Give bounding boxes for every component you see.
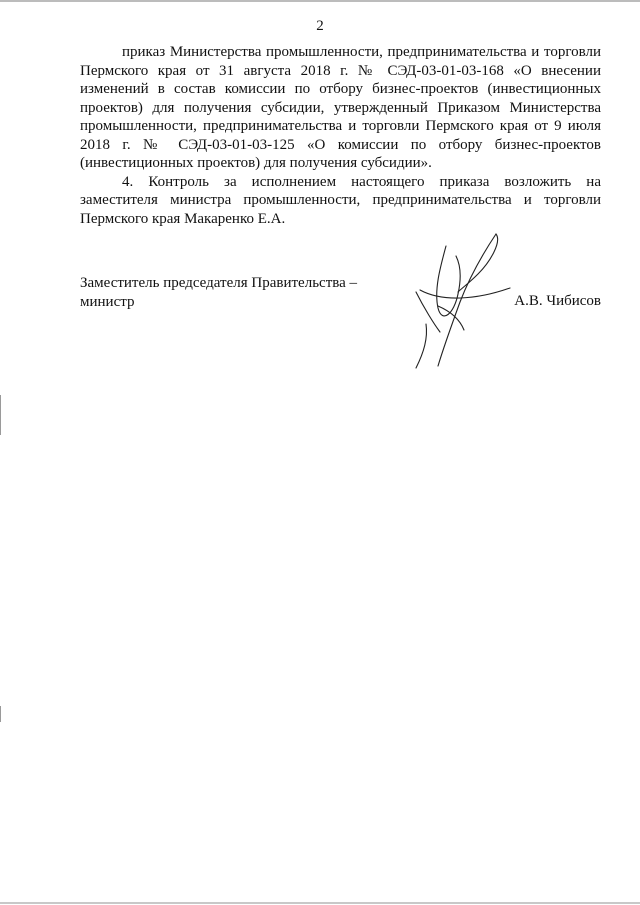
scan-edge-mark xyxy=(0,706,1,722)
signatory-title-line-1: Заместитель председателя Правительства – xyxy=(80,275,358,291)
signatory-title-line-2: министр xyxy=(80,293,135,310)
scan-top-edge xyxy=(0,0,640,2)
handwritten-signature xyxy=(398,228,528,373)
signature-stroke xyxy=(416,324,427,368)
scan-bottom-edge xyxy=(0,902,640,904)
signatory-name: А.В. Чибисов xyxy=(514,293,601,309)
page-number: 2 xyxy=(316,18,324,34)
scan-edge-mark xyxy=(0,395,1,435)
signature-stroke xyxy=(437,246,460,316)
signatory-title xyxy=(80,274,380,311)
document-body xyxy=(80,43,601,228)
paragraph-control-clause: 4. Контроль за исполнением настоящего приказа возложить на заместителя министра промышленности, предпринимательства и торговли Пермского края Макаренко Е.А. xyxy=(80,173,601,227)
signature-stroke xyxy=(438,234,496,366)
paragraph-order-reference: приказ Министерства промышленности, предпринимательства и торговли Пермского края от 31 августа 2018 г. № СЭД-03-01-03-168 «О внесении изменений в состав комиссии по отбору бизнес-проектов (инвестиционных проектов) для получения субсидии, утвержденный Приказом Министерства промышленности, предпринимательства и торговли Пермского края от 9 июля 2018 г. № СЭД-03-01-03-125 «О комиссии по отбору бизнес-проектов (инвестиционных проектов) для получения субсидии». xyxy=(80,44,601,171)
